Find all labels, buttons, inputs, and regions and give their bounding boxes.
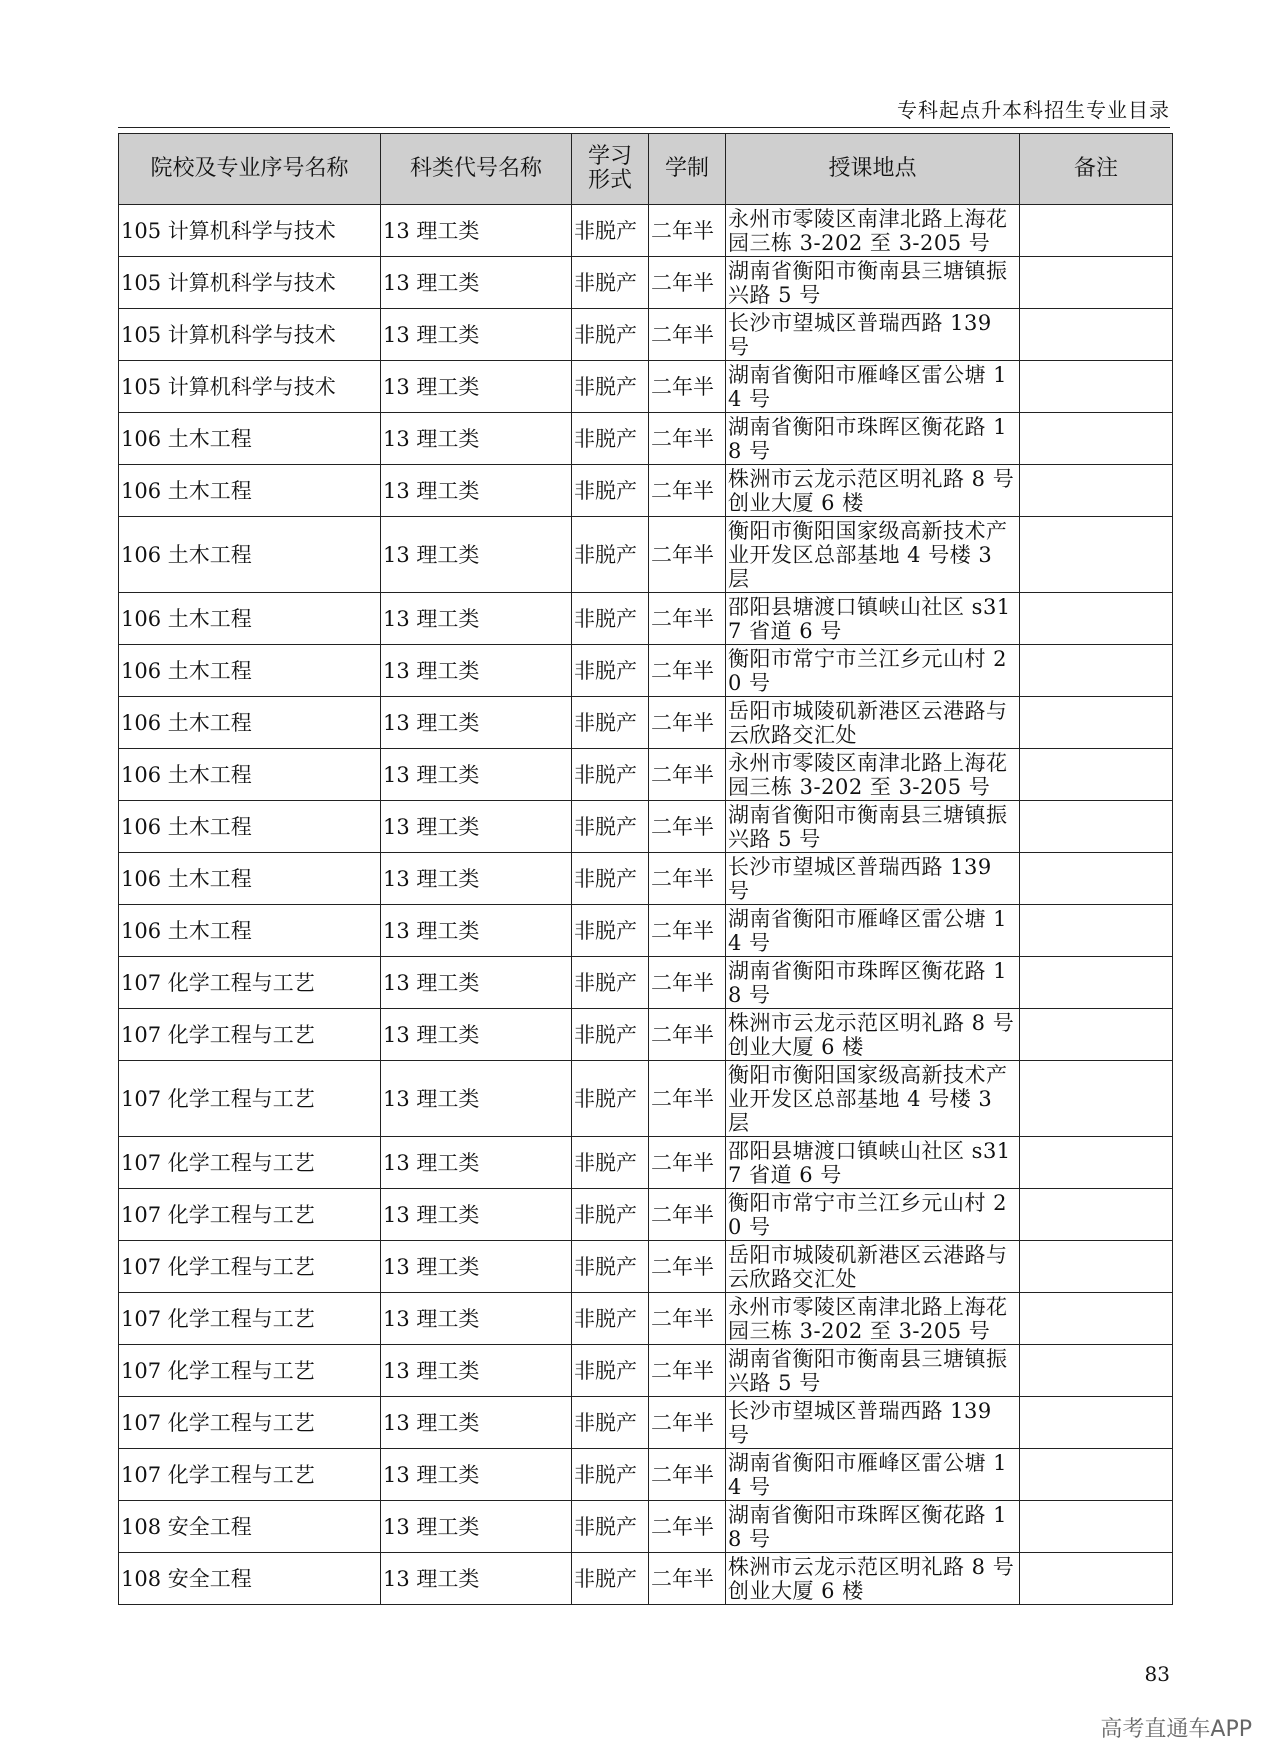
header-rule bbox=[118, 127, 1170, 128]
cell-note bbox=[1020, 853, 1173, 905]
cell-duration: 二年半 bbox=[649, 205, 726, 257]
table-row bbox=[119, 645, 1173, 697]
cell-mode: 非脱产 bbox=[572, 1345, 649, 1397]
cell-note bbox=[1020, 361, 1173, 413]
table-row bbox=[119, 1345, 1173, 1397]
cell-category: 13 理工类 bbox=[381, 749, 572, 801]
table-row bbox=[119, 749, 1173, 801]
cell-location: 湖南省衡阳市衡南县三塘镇振兴路 5 号 bbox=[726, 257, 1020, 309]
cell-category: 13 理工类 bbox=[381, 645, 572, 697]
table-row bbox=[119, 413, 1173, 465]
cell-mode: 非脱产 bbox=[572, 957, 649, 1009]
cell-category: 13 理工类 bbox=[381, 413, 572, 465]
cell-location: 株洲市云龙示范区明礼路 8 号创业大厦 6 楼 bbox=[726, 1009, 1020, 1061]
column-header-mode bbox=[572, 134, 649, 205]
cell-note bbox=[1020, 1241, 1173, 1293]
cell-location: 长沙市望城区普瑞西路 139 号 bbox=[726, 309, 1020, 361]
cell-location: 湖南省衡阳市雁峰区雷公塘 14 号 bbox=[726, 361, 1020, 413]
cell-mode: 非脱产 bbox=[572, 1553, 649, 1605]
cell-note bbox=[1020, 1449, 1173, 1501]
cell-major: 107 化学工程与工艺 bbox=[119, 1137, 381, 1189]
table-row bbox=[119, 1553, 1173, 1605]
cell-note bbox=[1020, 801, 1173, 853]
cell-duration: 二年半 bbox=[649, 645, 726, 697]
cell-note bbox=[1020, 465, 1173, 517]
running-header: 专科起点升本科招生专业目录 bbox=[897, 98, 1170, 122]
cell-note bbox=[1020, 593, 1173, 645]
table-row bbox=[119, 1137, 1173, 1189]
cell-category: 13 理工类 bbox=[381, 801, 572, 853]
cell-category: 13 理工类 bbox=[381, 957, 572, 1009]
cell-major: 107 化学工程与工艺 bbox=[119, 1293, 381, 1345]
cell-note bbox=[1020, 697, 1173, 749]
cell-location: 衡阳市常宁市兰江乡元山村 20 号 bbox=[726, 1189, 1020, 1241]
cell-major: 105 计算机科学与技术 bbox=[119, 257, 381, 309]
cell-duration: 二年半 bbox=[649, 309, 726, 361]
cell-major: 106 土木工程 bbox=[119, 697, 381, 749]
cell-duration: 二年半 bbox=[649, 749, 726, 801]
cell-duration: 二年半 bbox=[649, 1293, 726, 1345]
cell-location: 株洲市云龙示范区明礼路 8 号创业大厦 6 楼 bbox=[726, 465, 1020, 517]
cell-location: 湖南省衡阳市珠晖区衡花路 18 号 bbox=[726, 957, 1020, 1009]
cell-major: 106 土木工程 bbox=[119, 801, 381, 853]
cell-mode: 非脱产 bbox=[572, 257, 649, 309]
cell-major: 107 化学工程与工艺 bbox=[119, 957, 381, 1009]
cell-mode: 非脱产 bbox=[572, 801, 649, 853]
cell-major: 108 安全工程 bbox=[119, 1501, 381, 1553]
table-row bbox=[119, 465, 1173, 517]
table-row bbox=[119, 309, 1173, 361]
table-row bbox=[119, 853, 1173, 905]
cell-category: 13 理工类 bbox=[381, 1189, 572, 1241]
cell-duration: 二年半 bbox=[649, 1397, 726, 1449]
table-row bbox=[119, 517, 1173, 593]
cell-mode: 非脱产 bbox=[572, 1241, 649, 1293]
cell-major: 105 计算机科学与技术 bbox=[119, 309, 381, 361]
cell-category: 13 理工类 bbox=[381, 1553, 572, 1605]
cell-major: 106 土木工程 bbox=[119, 645, 381, 697]
cell-mode: 非脱产 bbox=[572, 465, 649, 517]
cell-mode: 非脱产 bbox=[572, 1137, 649, 1189]
cell-location: 永州市零陵区南津北路上海花园三栋 3-202 至 3-205 号 bbox=[726, 205, 1020, 257]
cell-note bbox=[1020, 957, 1173, 1009]
table-body bbox=[119, 205, 1173, 1605]
cell-note bbox=[1020, 1189, 1173, 1241]
cell-duration: 二年半 bbox=[649, 801, 726, 853]
table-row bbox=[119, 1449, 1173, 1501]
cell-duration: 二年半 bbox=[649, 413, 726, 465]
cell-duration: 二年半 bbox=[649, 1189, 726, 1241]
cell-note bbox=[1020, 905, 1173, 957]
cell-mode: 非脱产 bbox=[572, 905, 649, 957]
cell-location: 长沙市望城区普瑞西路 139 号 bbox=[726, 1397, 1020, 1449]
cell-note bbox=[1020, 1293, 1173, 1345]
cell-duration: 二年半 bbox=[649, 1501, 726, 1553]
header-row bbox=[119, 134, 1173, 205]
cell-location: 邵阳县塘渡口镇峡山社区 s317 省道 6 号 bbox=[726, 593, 1020, 645]
cell-duration: 二年半 bbox=[649, 1449, 726, 1501]
cell-location: 湖南省衡阳市雁峰区雷公塘 14 号 bbox=[726, 905, 1020, 957]
table-row bbox=[119, 361, 1173, 413]
cell-location: 岳阳市城陵矶新港区云港路与云欣路交汇处 bbox=[726, 1241, 1020, 1293]
column-header-location: 授课地点 bbox=[726, 134, 1020, 205]
cell-note bbox=[1020, 1345, 1173, 1397]
cell-duration: 二年半 bbox=[649, 1553, 726, 1605]
table-row bbox=[119, 257, 1173, 309]
cell-duration: 二年半 bbox=[649, 957, 726, 1009]
cell-location: 衡阳市衡阳国家级高新技术产业开发区总部基地 4 号楼 3 层 bbox=[726, 1061, 1020, 1137]
cell-duration: 二年半 bbox=[649, 517, 726, 593]
cell-location: 湖南省衡阳市衡南县三塘镇振兴路 5 号 bbox=[726, 801, 1020, 853]
cell-category: 13 理工类 bbox=[381, 517, 572, 593]
cell-location: 衡阳市常宁市兰江乡元山村 20 号 bbox=[726, 645, 1020, 697]
cell-mode: 非脱产 bbox=[572, 645, 649, 697]
table-row bbox=[119, 593, 1173, 645]
cell-major: 105 计算机科学与技术 bbox=[119, 361, 381, 413]
cell-duration: 二年半 bbox=[649, 1345, 726, 1397]
cell-duration: 二年半 bbox=[649, 1241, 726, 1293]
cell-location: 邵阳县塘渡口镇峡山社区 s317 省道 6 号 bbox=[726, 1137, 1020, 1189]
column-header-duration: 学制 bbox=[649, 134, 726, 205]
cell-category: 13 理工类 bbox=[381, 205, 572, 257]
cell-major: 107 化学工程与工艺 bbox=[119, 1189, 381, 1241]
cell-category: 13 理工类 bbox=[381, 1397, 572, 1449]
cell-note bbox=[1020, 749, 1173, 801]
table-row bbox=[119, 1189, 1173, 1241]
table-row bbox=[119, 801, 1173, 853]
cell-major: 106 土木工程 bbox=[119, 517, 381, 593]
column-header-mode-label: 学习形式 bbox=[587, 144, 632, 193]
cell-mode: 非脱产 bbox=[572, 413, 649, 465]
cell-major: 106 土木工程 bbox=[119, 593, 381, 645]
cell-category: 13 理工类 bbox=[381, 309, 572, 361]
cell-mode: 非脱产 bbox=[572, 1501, 649, 1553]
cell-location: 长沙市望城区普瑞西路 139 号 bbox=[726, 853, 1020, 905]
table-row bbox=[119, 1241, 1173, 1293]
cell-location: 永州市零陵区南津北路上海花园三栋 3-202 至 3-205 号 bbox=[726, 749, 1020, 801]
cell-duration: 二年半 bbox=[649, 905, 726, 957]
cell-category: 13 理工类 bbox=[381, 1009, 572, 1061]
cell-major: 107 化学工程与工艺 bbox=[119, 1241, 381, 1293]
cell-major: 108 安全工程 bbox=[119, 1553, 381, 1605]
column-header-category: 科类代号名称 bbox=[381, 134, 572, 205]
table-row bbox=[119, 1061, 1173, 1137]
cell-mode: 非脱产 bbox=[572, 1449, 649, 1501]
cell-note bbox=[1020, 1137, 1173, 1189]
cell-category: 13 理工类 bbox=[381, 697, 572, 749]
cell-major: 107 化学工程与工艺 bbox=[119, 1345, 381, 1397]
cell-note bbox=[1020, 309, 1173, 361]
cell-duration: 二年半 bbox=[649, 853, 726, 905]
cell-duration: 二年半 bbox=[649, 1061, 726, 1137]
cell-note bbox=[1020, 257, 1173, 309]
cell-note bbox=[1020, 1501, 1173, 1553]
cell-category: 13 理工类 bbox=[381, 1449, 572, 1501]
cell-major: 107 化学工程与工艺 bbox=[119, 1009, 381, 1061]
cell-location: 岳阳市城陵矶新港区云港路与云欣路交汇处 bbox=[726, 697, 1020, 749]
cell-major: 107 化学工程与工艺 bbox=[119, 1397, 381, 1449]
cell-location: 湖南省衡阳市雁峰区雷公塘 14 号 bbox=[726, 1449, 1020, 1501]
cell-mode: 非脱产 bbox=[572, 749, 649, 801]
cell-major: 106 土木工程 bbox=[119, 413, 381, 465]
cell-note bbox=[1020, 413, 1173, 465]
cell-major: 106 土木工程 bbox=[119, 905, 381, 957]
cell-mode: 非脱产 bbox=[572, 1189, 649, 1241]
table-row bbox=[119, 1501, 1173, 1553]
cell-category: 13 理工类 bbox=[381, 1345, 572, 1397]
cell-note bbox=[1020, 1553, 1173, 1605]
table-row bbox=[119, 1009, 1173, 1061]
watermark: 高考直通车APP bbox=[1100, 1717, 1252, 1742]
cell-category: 13 理工类 bbox=[381, 257, 572, 309]
cell-note bbox=[1020, 645, 1173, 697]
cell-mode: 非脱产 bbox=[572, 205, 649, 257]
cell-mode: 非脱产 bbox=[572, 361, 649, 413]
cell-mode: 非脱产 bbox=[572, 1009, 649, 1061]
cell-note bbox=[1020, 1397, 1173, 1449]
cell-location: 株洲市云龙示范区明礼路 8 号创业大厦 6 楼 bbox=[726, 1553, 1020, 1605]
cell-note bbox=[1020, 1061, 1173, 1137]
cell-major: 106 土木工程 bbox=[119, 853, 381, 905]
column-header-major: 院校及专业序号名称 bbox=[119, 134, 381, 205]
cell-mode: 非脱产 bbox=[572, 1397, 649, 1449]
cell-category: 13 理工类 bbox=[381, 1061, 572, 1137]
cell-note bbox=[1020, 517, 1173, 593]
cell-major: 107 化学工程与工艺 bbox=[119, 1061, 381, 1137]
cell-mode: 非脱产 bbox=[572, 1293, 649, 1345]
cell-duration: 二年半 bbox=[649, 465, 726, 517]
cell-duration: 二年半 bbox=[649, 593, 726, 645]
cell-mode: 非脱产 bbox=[572, 593, 649, 645]
cell-category: 13 理工类 bbox=[381, 593, 572, 645]
cell-major: 106 土木工程 bbox=[119, 465, 381, 517]
cell-category: 13 理工类 bbox=[381, 1137, 572, 1189]
cell-major: 105 计算机科学与技术 bbox=[119, 205, 381, 257]
cell-duration: 二年半 bbox=[649, 1009, 726, 1061]
cell-duration: 二年半 bbox=[649, 697, 726, 749]
table-row bbox=[119, 905, 1173, 957]
table-row bbox=[119, 1397, 1173, 1449]
cell-location: 衡阳市衡阳国家级高新技术产业开发区总部基地 4 号楼 3 层 bbox=[726, 517, 1020, 593]
cell-duration: 二年半 bbox=[649, 1137, 726, 1189]
cell-location: 湖南省衡阳市珠晖区衡花路 18 号 bbox=[726, 413, 1020, 465]
cell-major: 106 土木工程 bbox=[119, 749, 381, 801]
cell-category: 13 理工类 bbox=[381, 905, 572, 957]
cell-category: 13 理工类 bbox=[381, 465, 572, 517]
cell-category: 13 理工类 bbox=[381, 1293, 572, 1345]
table-row bbox=[119, 957, 1173, 1009]
cell-mode: 非脱产 bbox=[572, 697, 649, 749]
table-row bbox=[119, 205, 1173, 257]
cell-mode: 非脱产 bbox=[572, 309, 649, 361]
cell-duration: 二年半 bbox=[649, 361, 726, 413]
cell-category: 13 理工类 bbox=[381, 1241, 572, 1293]
cell-mode: 非脱产 bbox=[572, 1061, 649, 1137]
cell-category: 13 理工类 bbox=[381, 853, 572, 905]
cell-location: 湖南省衡阳市珠晖区衡花路 18 号 bbox=[726, 1501, 1020, 1553]
cell-note bbox=[1020, 1009, 1173, 1061]
cell-duration: 二年半 bbox=[649, 257, 726, 309]
cell-major: 107 化学工程与工艺 bbox=[119, 1449, 381, 1501]
cell-note bbox=[1020, 205, 1173, 257]
column-header-note: 备注 bbox=[1020, 134, 1173, 205]
cell-category: 13 理工类 bbox=[381, 1501, 572, 1553]
table-row bbox=[119, 1293, 1173, 1345]
cell-mode: 非脱产 bbox=[572, 853, 649, 905]
page-number: 83 bbox=[1144, 1662, 1170, 1686]
cell-location: 湖南省衡阳市衡南县三塘镇振兴路 5 号 bbox=[726, 1345, 1020, 1397]
table-row bbox=[119, 697, 1173, 749]
cell-category: 13 理工类 bbox=[381, 361, 572, 413]
catalog-table bbox=[118, 133, 1173, 1605]
table-header bbox=[119, 134, 1173, 205]
cell-mode: 非脱产 bbox=[572, 517, 649, 593]
cell-location: 永州市零陵区南津北路上海花园三栋 3-202 至 3-205 号 bbox=[726, 1293, 1020, 1345]
